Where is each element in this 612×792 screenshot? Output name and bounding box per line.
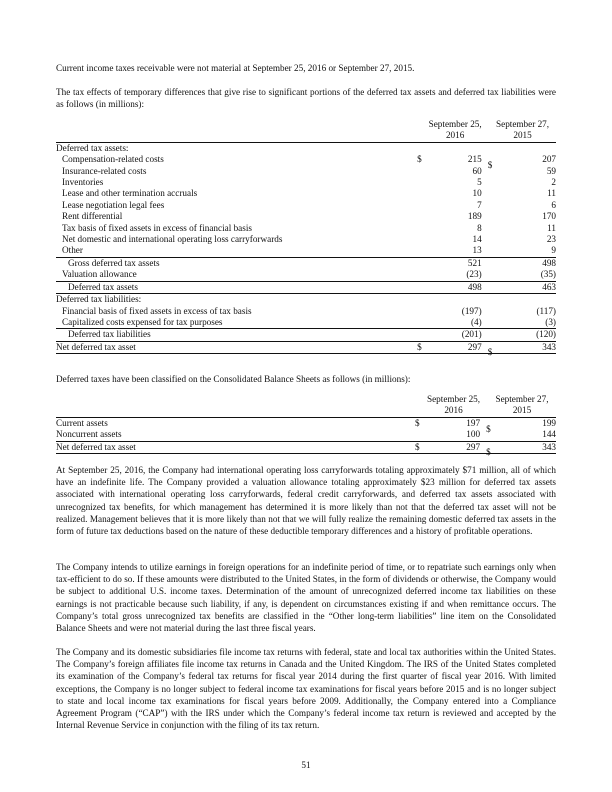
col2-year: 2015 xyxy=(488,405,556,417)
table-row xyxy=(56,211,556,222)
row-label: Net deferred tax asset xyxy=(56,441,415,453)
row-label: Financial basis of fixed assets in excess of tax basis xyxy=(62,305,252,316)
intro-paragraph: Current income taxes receivable were not material at September 25, 2016 or September 27, 2015. xyxy=(56,63,415,73)
currency-symbol xyxy=(417,188,428,199)
table-row xyxy=(56,341,556,353)
tax-effects-paragraph: The tax effects of temporary differences that give rise to significant portions of the deferred tax assets and deferred tax liabilities were as follows (in millions): xyxy=(56,87,556,110)
table-header-line2 xyxy=(56,405,556,417)
table-row xyxy=(56,281,556,293)
row-value-2016: (197) xyxy=(461,305,482,316)
currency-symbol xyxy=(417,223,428,234)
row-value-2015: 23 xyxy=(546,234,556,245)
page-number: 51 xyxy=(301,760,311,770)
balance-sheet-classification-table xyxy=(56,394,556,458)
row-value-2016: (23) xyxy=(466,269,482,280)
table-row xyxy=(56,166,556,177)
row-value-2016: 7 xyxy=(477,199,482,210)
table-row xyxy=(56,177,556,188)
row-label: Other xyxy=(62,245,83,256)
row-value-2015: 59 xyxy=(546,165,556,176)
classified-paragraph: Deferred taxes have been classified on the Consolidated Balance Sheets as follows (in millions): xyxy=(56,374,411,384)
row-value-2015: 170 xyxy=(542,211,556,222)
table-row xyxy=(56,188,556,199)
row-value-2016: 197 xyxy=(427,417,480,429)
deferred-tax-table xyxy=(56,119,556,358)
table-row xyxy=(56,142,556,154)
currency-symbol xyxy=(417,234,428,245)
row-label: Tax basis of fixed assets in excess of financial basis xyxy=(62,222,252,233)
foreign-earnings-paragraph: The Company intends to utilize earnings in foreign operations for an indefinite period of time, or to repatriate such earnings only when tax-efficient to do so. If these amounts were distributed to the United States, in the form of dividends or otherwise, the Company would be subject to additional U.S. income taxes. Determination of the amount of unrecognized deferred income tax liabilities on these earnings is not practicable because such liability, if any, is dependent on circumstances existing if and when remittance occurs. The Company’s total gross unrecognized tax benefits are classified in the “Other long-term liabilities” line item on the Consolidated Balance Sheets and were not material during the last three fiscal years. xyxy=(56,562,556,634)
row-value-2016: 215 xyxy=(467,154,482,165)
row-label: Gross deferred tax assets xyxy=(56,257,417,269)
row-value-2015: (3) xyxy=(545,316,556,327)
table-row xyxy=(56,329,556,341)
row-value-2016: 521 xyxy=(429,257,482,269)
row-label: Deferred tax assets xyxy=(56,281,417,293)
col2-header: September 27, xyxy=(495,394,549,404)
row-label: Compensation-related costs xyxy=(62,154,164,165)
row-value-2015: 207 xyxy=(542,154,556,165)
table-row xyxy=(56,306,556,317)
table-row xyxy=(56,269,556,281)
col1-header: September 25, xyxy=(426,394,481,404)
currency-symbol: $ xyxy=(417,154,422,165)
currency-symbol: $ xyxy=(486,447,491,458)
row-value-2016: 8 xyxy=(477,222,482,233)
row-label: Current assets xyxy=(56,417,415,429)
tax-returns-paragraph: The Company and its domestic subsidiaries file income tax returns with federal, state and local tax authorities within the United States. The Company’s foreign affiliates file income tax returns in Canada and the United Kingdom. The IRS of the United States completed its examination of the Company’s federal tax returns for fiscal year 2014 during the first quarter of fiscal year 2016. With limited exceptions, the Company is no longer subject to federal income tax examinations for fiscal years before 2015 and is no longer subject to state and local income tax examinations for fiscal years before 2009. Additionally, the Company entered into a Compliance Agreement Program (“CAP”) with the IRS under which the Company’s federal income tax return is reviewed and accepted by the Internal Revenue Service in conjunction with the filing of its tax return. xyxy=(56,647,556,731)
row-value-2015: 11 xyxy=(547,222,556,233)
table-row xyxy=(56,245,556,257)
row-label: Net deferred tax asset xyxy=(56,341,417,353)
table-row xyxy=(56,154,556,165)
row-label: Rent differential xyxy=(62,211,123,222)
row-value-2015: 463 xyxy=(489,281,556,293)
col2-header: September 27, xyxy=(496,119,550,129)
row-value-2016: 5 xyxy=(477,177,482,188)
row-value-2016: (201) xyxy=(429,329,482,341)
carryforwards-paragraph: At September 25, 2016, the Company had international operating loss carryforwards totaling approximately $71 million, all of which have an indefinite life. The Company provided a valuation allowance totaling approximately $23 million for deferred tax assets associated with international operating loss carryforwards, federal credit carryforwards, and deferred tax assets associated with unrecognized tax benefits, for which management has determined it is more likely than not that the deferred tax asset will not be realized. Management believes that it is more likely than not that we will fully realize the remaining domestic deferred tax assets in the form of future tax deductions based on the nature of these deductible temporary differences and a history of profitable operations. xyxy=(56,465,556,537)
currency-symbol xyxy=(417,200,428,211)
row-value-2016: 13 xyxy=(472,245,482,256)
currency-symbol: $ xyxy=(487,159,493,170)
row-value-2016: 297 xyxy=(427,441,480,453)
currency-symbol: $ xyxy=(415,441,427,453)
row-value-2015: 144 xyxy=(542,429,556,440)
currency-symbol xyxy=(417,211,428,222)
row-value-2016: 10 xyxy=(472,188,482,199)
currency-symbol xyxy=(417,177,428,188)
row-value-2016: 60 xyxy=(472,165,482,176)
assets-heading: Deferred tax assets: xyxy=(56,142,417,154)
row-label: Lease and other termination accruals xyxy=(62,188,198,199)
col2-year: 2015 xyxy=(489,130,556,142)
row-value-2015: 6 xyxy=(551,199,556,210)
row-value-2016: 100 xyxy=(466,429,481,440)
row-label: Valuation allowance xyxy=(62,269,137,280)
currency-symbol: $ xyxy=(487,347,493,358)
currency-symbol: $ xyxy=(417,341,428,353)
row-label: Noncurrent assets xyxy=(56,429,122,440)
col1-year: 2016 xyxy=(427,405,480,417)
row-value-2015: 2 xyxy=(551,177,556,188)
row-label: Capitalized costs expensed for tax purposes xyxy=(62,316,223,327)
table-row xyxy=(56,317,556,329)
row-value-2015: (117) xyxy=(536,305,556,316)
liabilities-heading: Deferred tax liabilities: xyxy=(56,294,417,306)
table-header-line1 xyxy=(56,394,556,405)
row-label: Deferred tax liabilities xyxy=(56,329,417,341)
row-value-2015: 498 xyxy=(489,257,556,269)
row-value-2016: 189 xyxy=(467,211,482,222)
row-value-2015: (120) xyxy=(489,329,556,341)
table-row xyxy=(56,294,556,306)
table-row xyxy=(56,234,556,245)
row-value-2016: 498 xyxy=(429,281,482,293)
row-value-2015: 9 xyxy=(551,245,556,256)
row-value-2016: (4) xyxy=(470,316,482,327)
row-value-2016: 14 xyxy=(472,234,482,245)
table-row xyxy=(56,223,556,234)
row-value-2015: (35) xyxy=(540,269,556,280)
row-label: Insurance-related costs xyxy=(62,165,147,176)
table-row xyxy=(56,200,556,211)
currency-symbol: $ xyxy=(486,423,491,434)
table-row xyxy=(56,417,556,429)
table-row xyxy=(56,429,556,441)
row-label: Inventories xyxy=(62,177,104,188)
row-value-2016: 297 xyxy=(429,341,482,353)
row-value-2015: 343 xyxy=(489,341,556,353)
row-label: Lease negotiation legal fees xyxy=(62,199,165,210)
table-row xyxy=(56,257,556,269)
row-value-2015: 343 xyxy=(488,441,556,453)
currency-symbol xyxy=(417,166,428,177)
currency-symbol: $ xyxy=(415,417,427,429)
table-row xyxy=(56,441,556,453)
row-value-2015: 199 xyxy=(488,417,556,429)
row-value-2015: 11 xyxy=(547,188,556,199)
table-header-line2 xyxy=(56,130,556,142)
currency-symbol xyxy=(417,245,428,257)
row-label: Net domestic and international operating loss carryforwards xyxy=(62,234,283,245)
table-header-line1 xyxy=(56,119,556,130)
col1-header: September 25, xyxy=(428,119,482,129)
col1-year: 2016 xyxy=(429,130,482,142)
